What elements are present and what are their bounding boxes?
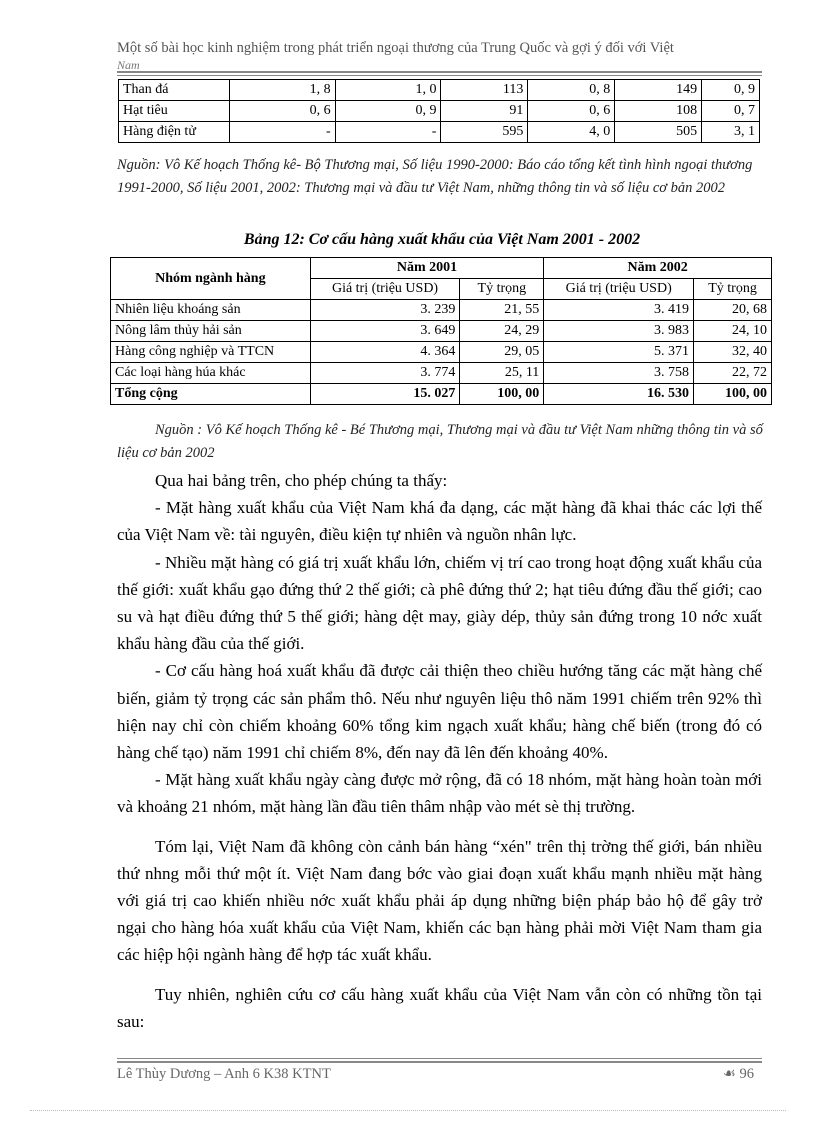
table-cell: 24, 10 (694, 321, 772, 342)
table-cell: - (335, 122, 441, 143)
table-cell: 21, 55 (460, 300, 544, 321)
column-header-group: Nhóm ngành hàng (111, 258, 311, 300)
table-cell: 4, 0 (528, 122, 615, 143)
page-number-value: 96 (739, 1066, 754, 1082)
paragraph: - Mặt hàng xuất khẩu của Việt Nam khá đa dạng, các mặt hàng đã khai thác các lợi thế của Việt Nam về: tài nguyên, điều kiện tự nhiên và nguồn nhân lực. (117, 498, 762, 545)
table-cell: 16. 530 (544, 384, 694, 405)
table-cell: 108 (615, 101, 702, 122)
table-cell: 0, 9 (702, 80, 760, 101)
table-cell: 3. 239 (310, 300, 460, 321)
column-header-year1: Năm 2001 (310, 258, 544, 279)
column-header-year2: Năm 2002 (544, 258, 772, 279)
table-cell: 3. 758 (544, 363, 694, 384)
table-cell: 5. 371 (544, 342, 694, 363)
table-cell: 91 (441, 101, 528, 122)
table-cell: Than đá (119, 80, 230, 101)
table-cell: 0, 6 (229, 101, 335, 122)
table-row (111, 300, 772, 321)
table-cell: 1, 0 (335, 80, 441, 101)
table-cell: Các loại hàng húa khác (111, 363, 311, 384)
page-header (117, 40, 762, 74)
header-title: Một số bài học kinh nghiệm trong phát triển ngoại thương của Trung Quốc và gợi ý đối với Việt (117, 40, 674, 56)
table-row (119, 122, 760, 143)
table-cell: 505 (615, 122, 702, 143)
table-total-row (111, 384, 772, 405)
page-footer (117, 1066, 762, 1083)
table-cell: 32, 40 (694, 342, 772, 363)
table-header-row (111, 258, 772, 279)
table-cell: Hàng điện tử (119, 122, 230, 143)
page-edge (30, 1110, 786, 1111)
table-cell: 595 (441, 122, 528, 143)
table-continued (118, 79, 760, 143)
table-row (111, 363, 772, 384)
table-cell: Nhiên liệu khoáng sản (111, 300, 311, 321)
table-source-note: Nguồn: Vô Kế hoạch Thống kê- Bộ Thương mại, Số liệu 1990-2000: Báo cáo tổng kết tình hình ngoại thương 1991-2000, Số liệu 2001, 2002: Thương mại và đầu tư Việt Nam, những thông tin và số liệu cơ bản 2002 (117, 157, 753, 196)
table-cell: 22, 72 (694, 363, 772, 384)
table-cell: 1, 8 (229, 80, 335, 101)
table-cell: 4. 364 (310, 342, 460, 363)
table-row (119, 101, 760, 122)
table-cell: 20, 68 (694, 300, 772, 321)
table-row (111, 321, 772, 342)
table-cell: 24, 29 (460, 321, 544, 342)
paragraph: - Nhiều mặt hàng có giá trị xuất khẩu lớn, chiếm vị trí cao trong hoạt động xuất khẩu của thế giới: xuất khẩu gạo đứng thứ 2 thế giới; cà phê đứng thứ 2; hạt tiêu đứng đầu thế giới; cao su và hạt điều đứng thứ 5 thế giới; hàng dệt may, giày dép, thủy sản đứng trong 10 nớc xuất khẩu hàng đầu của thế giới. (117, 552, 762, 654)
table-row (119, 80, 760, 101)
table-cell: - (229, 122, 335, 143)
table-cell: 3. 774 (310, 363, 460, 384)
table-cell: 3. 419 (544, 300, 694, 321)
paragraph: Tóm lại, Việt Nam đã không còn cảnh bán hàng “xén" trên thị trờng thế giới, bán nhiều thứ nhng mỗi thứ một ít. Việt Nam đang bớc vào giai đoạn xuất khẩu mạnh nhiều mặt hàng với giá trị cao khiến nhiều nớc xuất khẩu phải áp dụng những biện pháp bảo hộ để gây trở ngại cho hàng hóa xuất khẩu của Việt Nam, khiến các bạn hàng phải mời Việt Nam tham gia các hiệp hội ngành hàng để hợp tác xuất khẩu. (117, 836, 762, 965)
table-cell: 29, 05 (460, 342, 544, 363)
column-header-value: Giá trị (triệu USD) (544, 279, 694, 300)
paragraph: Qua hai bảng trên, cho phép chúng ta thấy: (155, 471, 448, 490)
table-cell: Tổng cộng (111, 384, 311, 405)
table-source-note: Nguồn : Vô Kế hoạch Thống kê - Bé Thương mại, Thương mại và đầu tư Việt Nam những thông tin và số liệu cơ bản 2002 (117, 422, 763, 461)
table-cell: 15. 027 (310, 384, 460, 405)
table-cell: 0, 9 (335, 101, 441, 122)
footer-rule (117, 1058, 762, 1063)
table-cell: Hạt tiêu (119, 101, 230, 122)
table-cell: 149 (615, 80, 702, 101)
table-cell: 100, 00 (460, 384, 544, 405)
table-cell: Hàng công nghiệp và TTCN (111, 342, 311, 363)
paragraph: Tuy nhiên, nghiên cứu cơ cấu hàng xuất khẩu của Việt Nam vẫn còn có những tồn tại sau: (117, 984, 762, 1031)
header-rule (117, 71, 762, 76)
column-header-share: Tỷ trọng (460, 279, 544, 300)
table-cell: 100, 00 (694, 384, 772, 405)
paragraph: - Cơ cấu hàng hoá xuất khẩu đã được cải thiện theo chiều hướng tăng các mặt hàng chế biến, giảm tỷ trọng các sản phẩm thô. Nếu như nguyên liệu thô năm 1991 chiếm trên 92% thì hiện nay chỉ còn chiếm khoảng 60% tổng kim ngạch xuất khẩu; hàng chế biến (trong đó có hàng chế tạo) năm 1991 chỉ chiếm 8%, đến nay đã lên đến khoảng 40%. (117, 661, 762, 763)
column-header-value: Giá trị (triệu USD) (310, 279, 460, 300)
footer-author: Lê Thùy Dương – Anh 6 K38 KTNT (117, 1066, 331, 1082)
table-cell: 0, 6 (528, 101, 615, 122)
table-cell: 0, 7 (702, 101, 760, 122)
column-header-share: Tỷ trọng (694, 279, 772, 300)
table-cell: 0, 8 (528, 80, 615, 101)
table-caption: Bảng 12: Cơ cấu hàng xuất khẩu của Việt Nam 2001 - 2002 (243, 231, 641, 248)
page-number (723, 1066, 754, 1083)
table-cell: 3, 1 (702, 122, 760, 143)
table-cell: 3. 649 (310, 321, 460, 342)
table-row (111, 342, 772, 363)
fleuron-icon: ☙ (722, 1066, 736, 1082)
paragraph: - Mặt hàng xuất khẩu ngày càng được mở rộng, đã có 18 nhóm, mặt hàng hoàn toàn mới và khoảng 21 nhóm, mặt hàng lần đầu tiên thâm nhập vào mét sè thị trường. (117, 770, 762, 817)
table-cell: 25, 11 (460, 363, 544, 384)
table-cell: 113 (441, 80, 528, 101)
table-cell: Nông lâm thủy hải sản (111, 321, 311, 342)
table-cell: 3. 983 (544, 321, 694, 342)
body-text (117, 467, 762, 1035)
header-title-cont: Nam (117, 58, 140, 72)
export-structure-table (110, 257, 772, 405)
